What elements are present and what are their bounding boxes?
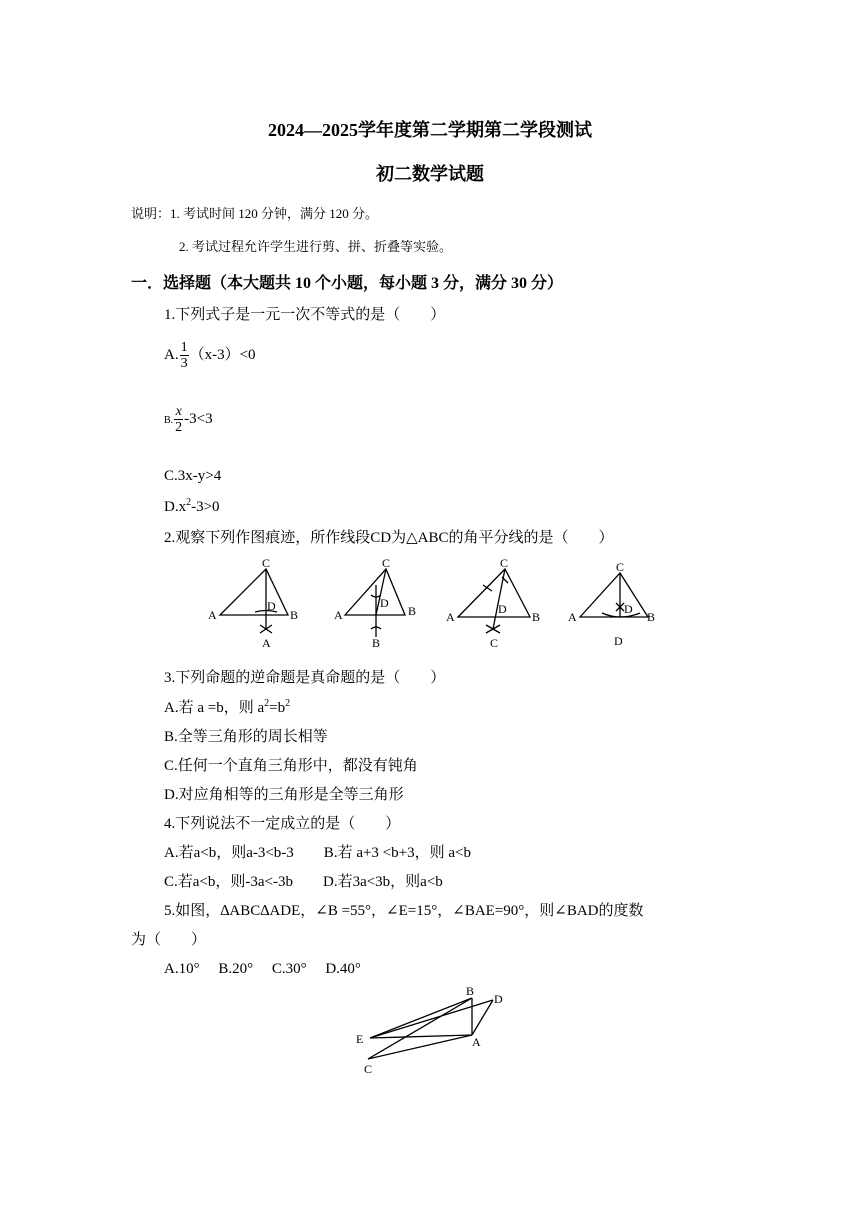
q5-stem-line-2: 为（ ） [131,932,207,948]
label-c: C [500,556,509,570]
fraction-denominator: 2 [175,420,183,435]
label-c: C [382,556,391,570]
label-d: D [614,634,623,648]
q1-b-prefix: B. [164,414,174,426]
triangle [220,569,288,615]
q3-option-a [164,696,290,717]
q4-options-cd: C.若a<b，则-3a<-3b D.若3a<3b，则a<b [164,874,443,890]
q2-figures [200,555,680,655]
q5-options: A.10° B.20° C.30° D.40° [164,961,361,977]
label-a: A [208,608,217,622]
segment-eb [370,998,472,1038]
label-d: D [498,602,507,616]
label-e: E [356,1032,364,1046]
label-c: C [616,560,625,574]
segment-ed [370,1000,493,1038]
label-a: A [472,1035,481,1049]
label-d: D [267,599,276,613]
q4-options-ab: A.若a<b，则a-3<b-3 B.若 a+3 <b+3，则 a<b [164,845,471,861]
segment-ea [370,1035,472,1038]
q1-option-a [164,340,256,371]
notes-line-1 [131,203,378,222]
triangle [458,569,530,617]
segment-ca [368,1035,472,1059]
label-d: D [624,602,633,616]
fraction-numerator: 1 [180,340,188,355]
label-b: B [372,636,381,650]
q1-d-prefix: D.x [164,499,187,515]
segment-bc [368,998,472,1059]
q3-option-b: B.全等三角形的周长相等 [164,729,328,745]
label-c: C [364,1062,373,1076]
q3-option-d: D.对应角相等的三角形是全等三角形 [164,787,404,803]
label-a: A [262,636,271,650]
label-d: D [380,596,389,610]
fraction-denominator: 3 [180,356,188,371]
triangle [345,569,405,615]
q1-option-c: C.3x-y>4 [164,468,222,484]
q1-option-d [164,497,220,516]
notes-label: 说明： [131,206,171,221]
q2-stem: 2.观察下列作图痕迹，所作线段CD为△ABC的角平分线的是（ ） [164,530,614,546]
q1-d-rest: -3>0 [191,499,220,515]
q3-stem: 3.下列命题的逆命题是真命题的是（ ） [164,670,446,686]
note-1: 1. 考试时间 120 分钟，满分 120 分。 [170,206,379,221]
label-c: C [490,636,499,650]
label-b: B [647,610,656,624]
q1-a-prefix: A. [164,346,179,363]
label-a: A [334,608,343,622]
q4-stem: 4.下列说法不一定成立的是（ ） [164,816,401,832]
q3-a-prefix: A.若 a =b，则 a [164,700,265,716]
fraction [174,404,183,435]
q3-a-sup: 2 [285,698,291,709]
q1-d-sup: 2 [186,497,192,508]
label-c: C [262,556,271,570]
label-b: B [466,984,475,998]
q3-option-c: C.任何一个直角三角形中，都没有钝角 [164,758,418,774]
exam-subtitle: 初二数学试题 [376,164,484,184]
fraction-numerator: x [175,404,182,419]
label-a: A [446,610,455,624]
label-b: B [532,610,541,624]
exam-title: 2024—2025学年度第二学期第二学段测试 [268,120,592,140]
label-b: B [290,608,299,622]
label-d: D [494,992,503,1006]
note-2: 2. 考试过程允许学生进行剪、拼、折叠等实验。 [179,239,453,254]
label-a: A [568,610,577,624]
q1-b-rest: -3<3 [184,410,213,427]
q3-a-mid: =b [269,700,286,716]
label-b: B [408,604,417,618]
q1-option-b [164,404,213,435]
q1-stem: 1.下列式子是一元一次不等式的是（ ） [164,307,446,323]
q3-a-sup: 2 [264,698,270,709]
q5-figure [350,983,520,1078]
section-heading: 一．选择题（本大题共 10 个小题，每小题 3 分，满分 30 分） [131,275,564,292]
triangle [580,573,648,617]
q1-a-rest: （x-3）<0 [189,346,256,363]
q5-stem-line-1: 5.如图，∆ABC∆ADE，∠B =55°，∠E=15°，∠BAE=90°，则∠BAD的度数 [164,903,644,919]
fraction [180,340,189,371]
